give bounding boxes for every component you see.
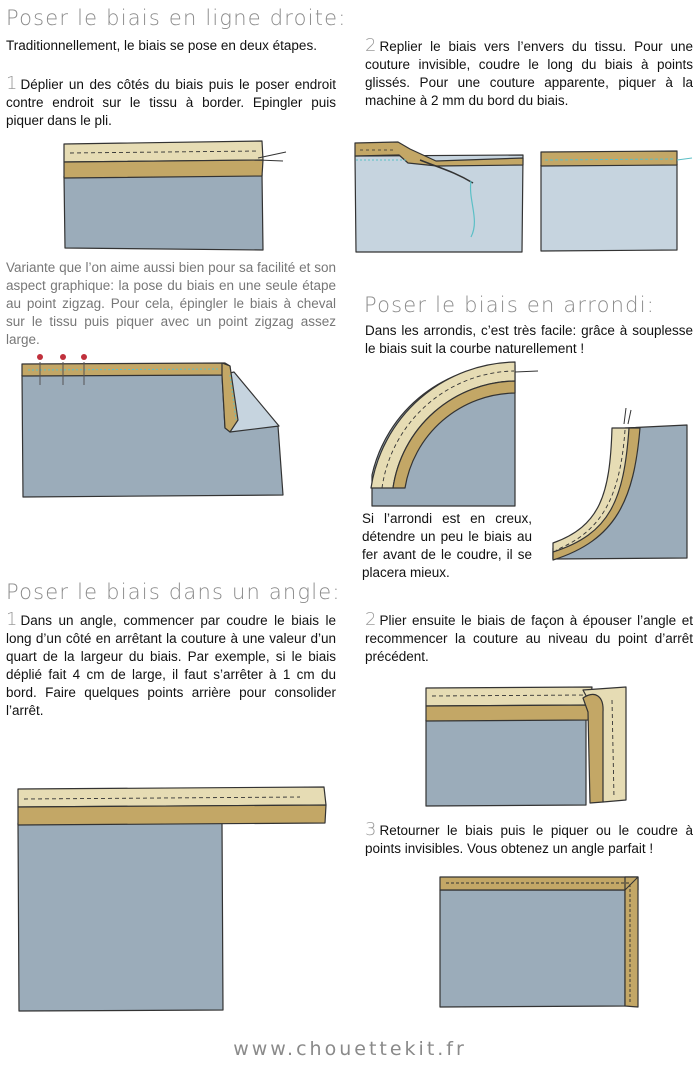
step-number: 1 bbox=[6, 609, 18, 630]
illustration-angle-step3 bbox=[440, 877, 638, 1007]
step-text: Retourner le biais puis le piquer ou le coudre à points invisibles. Vous obtenez un angle parfait ! bbox=[365, 823, 693, 856]
illustration-straight-step2-invisible bbox=[355, 142, 523, 252]
step-number: 3 bbox=[365, 819, 377, 840]
section-title-angle: Poser le biais dans un angle: bbox=[6, 580, 341, 604]
section-title-ligne-droite: Poser le biais en ligne droite: bbox=[6, 6, 347, 30]
step-number: 2 bbox=[365, 609, 377, 630]
section-title-arrondi: Poser le biais en arrondi: bbox=[364, 293, 656, 317]
step-text: Dans un angle, commencer par coudre le biais le long d’un côté en arrêtant la couture à une valeur d’un quart de la largeur du biais. Par exemple, si le biais déplié fait 4 cm de large, il faut s’arrêter à 1 cm du bord. Faire quelques points arrière pour consolider l’arrêt. bbox=[6, 613, 336, 718]
step-text: Replier le biais vers l’envers du tissu. Pour une couture invisible, coudre le long du biais à points glissés. Pour une couture apparente, piquer à la machine à 2 mm du bord du biais. bbox=[365, 39, 693, 108]
step-text: Plier ensuite le biais de façon à épouser l’angle et recommencer la couture au niveau du point d’arrêt précédent. bbox=[365, 613, 693, 664]
illustration-straight-step2-visible bbox=[541, 151, 692, 251]
step-number: 1 bbox=[6, 73, 18, 94]
variant-paragraph: Variante que l’on aime aussi bien pour sa facilité et son aspect graphique: la pose du biais en une seule étape au point zigzag. Pour cela, épingler le biais à cheval sur le tissu puis piquer avec un point zigzag assez large. bbox=[6, 260, 336, 347]
illustration-rounded-concave bbox=[553, 408, 687, 560]
arrondi-intro: Dans les arrondis, c’est très facile: grâce à souplesse le biais suit la courbe naturellement ! bbox=[365, 323, 693, 356]
creux-paragraph: Si l’arrondi est en creux, détendre un peu le biais au fer avant de le coudre, il se placera mieux. bbox=[362, 511, 532, 580]
illustration-angle-step1 bbox=[18, 787, 326, 1011]
illustration-rounded-convex bbox=[371, 362, 538, 506]
step-text: Déplier un des côtés du biais puis le poser endroit contre endroit sur le tissu à border. Epingler puis piquer dans le pli. bbox=[6, 77, 336, 128]
illustration-zigzag-variant bbox=[22, 354, 283, 497]
intro-text: Traditionnellement, le biais se pose en deux étapes. bbox=[6, 38, 317, 53]
illustration-angle-step2 bbox=[426, 687, 626, 806]
step-number: 2 bbox=[365, 35, 377, 56]
illustration-straight-step1 bbox=[64, 141, 286, 250]
footer-url: www.chouettekit.fr bbox=[233, 1038, 467, 1060]
